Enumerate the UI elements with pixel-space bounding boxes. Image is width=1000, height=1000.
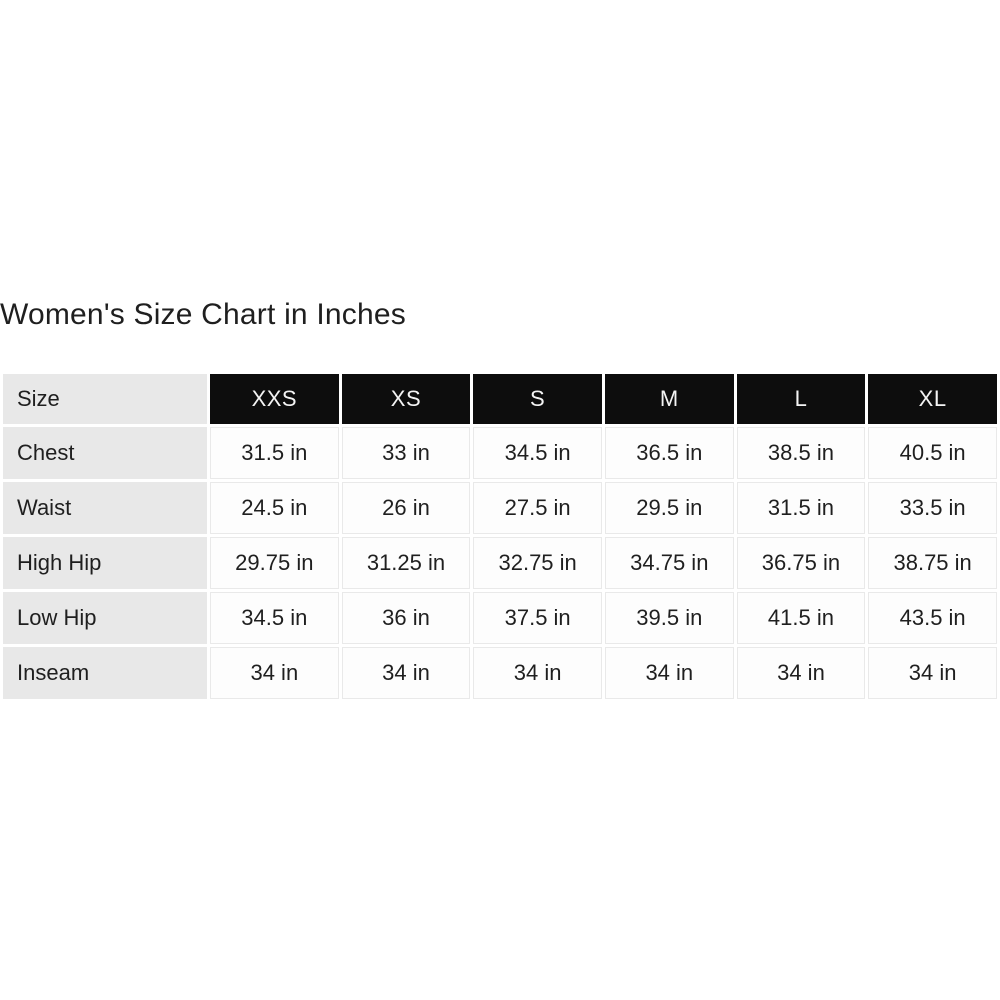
table-row-chest [3,427,997,479]
inseam-l: 34 in [737,647,866,699]
row-label-inseam: Inseam [3,647,207,699]
waist-xl: 33.5 in [868,482,997,534]
size-column-xs: XS [342,374,471,424]
low-hip-m: 39.5 in [605,592,734,644]
inseam-m: 34 in [605,647,734,699]
chest-m: 36.5 in [605,427,734,479]
size-header-label: Size [3,374,207,424]
low-hip-l: 41.5 in [737,592,866,644]
page-title: Women's Size Chart in Inches [0,298,406,331]
table-row-low-hip [3,592,997,644]
waist-m: 29.5 in [605,482,734,534]
high-hip-xs: 31.25 in [342,537,471,589]
size-column-m: M [605,374,734,424]
inseam-xs: 34 in [342,647,471,699]
table-row-waist [3,482,997,534]
row-label-low-hip: Low Hip [3,592,207,644]
chest-xl: 40.5 in [868,427,997,479]
waist-xxs: 24.5 in [210,482,339,534]
high-hip-xl: 38.75 in [868,537,997,589]
low-hip-xxs: 34.5 in [210,592,339,644]
table-row-inseam [3,647,997,699]
row-label-chest: Chest [3,427,207,479]
size-column-l: L [737,374,866,424]
high-hip-l: 36.75 in [737,537,866,589]
table-header-row [3,374,997,424]
size-column-s: S [473,374,602,424]
low-hip-xs: 36 in [342,592,471,644]
size-chart-table [0,371,1000,702]
low-hip-xl: 43.5 in [868,592,997,644]
high-hip-xxs: 29.75 in [210,537,339,589]
inseam-s: 34 in [473,647,602,699]
table-row-high-hip [3,537,997,589]
waist-l: 31.5 in [737,482,866,534]
row-label-waist: Waist [3,482,207,534]
chest-l: 38.5 in [737,427,866,479]
waist-s: 27.5 in [473,482,602,534]
chest-xs: 33 in [342,427,471,479]
size-column-xl: XL [868,374,997,424]
chest-s: 34.5 in [473,427,602,479]
inseam-xxs: 34 in [210,647,339,699]
low-hip-s: 37.5 in [473,592,602,644]
high-hip-s: 32.75 in [473,537,602,589]
high-hip-m: 34.75 in [605,537,734,589]
chest-xxs: 31.5 in [210,427,339,479]
size-column-xxs: XXS [210,374,339,424]
inseam-xl: 34 in [868,647,997,699]
waist-xs: 26 in [342,482,471,534]
row-label-high-hip: High Hip [3,537,207,589]
